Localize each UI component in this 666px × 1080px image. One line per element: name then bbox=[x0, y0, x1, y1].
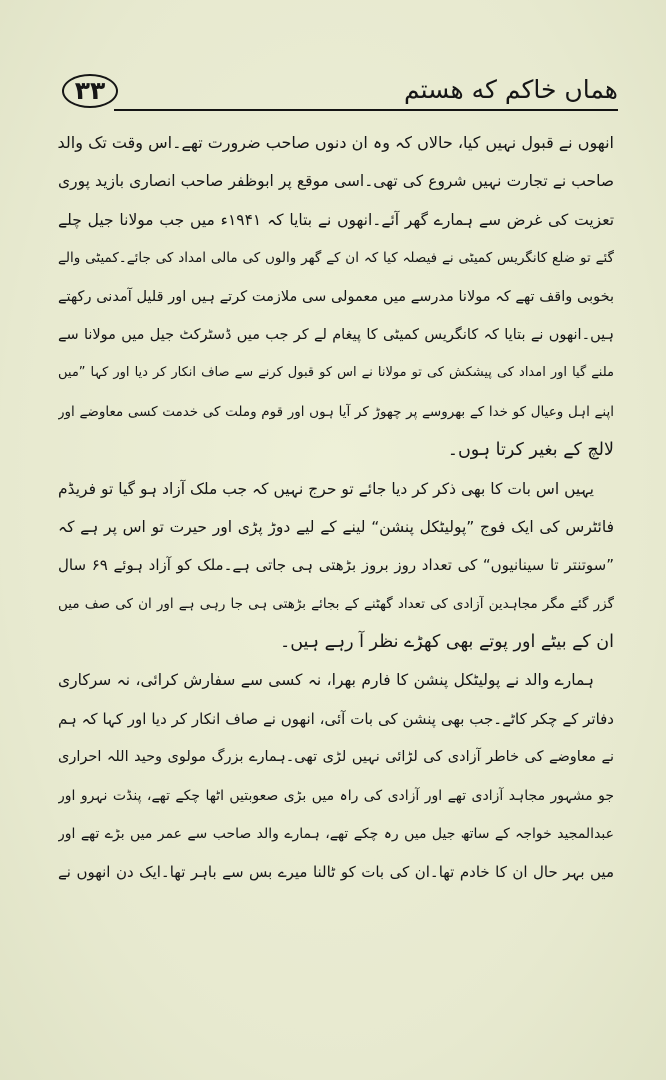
text-line: یہیں اس بات کا بھی ذکر کر دیا جائے تو حرج نہیں کہ جب ملک آزاد ہو گیا تو فریڈم bbox=[58, 479, 594, 498]
header-rule bbox=[114, 109, 618, 111]
text-line: عبدالمجید خواجہ کے ساتھ جیل میں رہ چکے تھے، ہمارے والد صاحب سے عمر میں بڑے تھے اور bbox=[58, 826, 614, 843]
text-line: فائٹرس کی ایک فوج ”پولیٹکل پنشن“ لینے کے لیے دوڑ پڑی اور حیرت تو اس پر ہے کہ bbox=[58, 517, 614, 536]
text-line: دفاتر کے چکر کاٹے۔جب بھی پنشن کی بات آئی، انھوں نے صاف انکار کر دیا اور کہا کہ ہم bbox=[58, 709, 614, 728]
text-line: نے معاوضے کی خاطر آزادی کی لڑائی نہیں لڑی تھی۔ہمارے بزرگ مولوی وحید اللہ احراری bbox=[58, 749, 614, 766]
text-line: گزر گئے مگر مجاہدین آزادی کی تعداد گھٹنے کے بجائے بڑھتی ہی جا رہی ہے اور ان کی صف میں bbox=[58, 595, 614, 612]
text-line: تعزیت کی غرض سے ہمارے گھر آئے۔انھوں نے بتایا کہ ۱۹۴۱ء میں جب مولانا جیل چلے bbox=[58, 210, 614, 229]
text-line: لالچ کے بغیر کرتا ہوں۔ bbox=[447, 440, 614, 461]
text-line: ملنے گیا اور امداد کی پیشکش کی تو مولانا نے اس کو قبول کرنے سے صاف انکار کر دیا اور کہا ”میں bbox=[58, 365, 614, 381]
text-line: ہیں۔انھوں نے بتایا کہ کانگریس کمیٹی کا پیغام لے کر جب میں ڈسٹرکٹ جیل میں مولانا سے bbox=[58, 326, 614, 343]
page-number: ۳۳ bbox=[62, 74, 118, 108]
text-line: صاحب نے تجارت نہیں شروع کی تھی۔اسی موقع پر ابوظفر صاحب انصاری بازید پوری bbox=[58, 172, 614, 191]
page-header bbox=[62, 72, 618, 116]
text-line: جو مشہور مجاہد آزادی تھے اور آزادی کی راہ میں بڑی صعوبتیں اٹھا چکے تھے، پنڈت نہرو اور bbox=[58, 787, 614, 804]
text-line: انھوں نے قبول نہیں کیا، حالاں کہ وہ ان دنوں صاحب ضرورت تھے۔اس وقت تک والد bbox=[58, 133, 614, 152]
text-line: ان کے بیٹے اور پوتے بھی کھڑے نظر آ رہے ہیں۔ bbox=[279, 632, 614, 653]
running-title: هماں خاکم که هستم bbox=[403, 75, 618, 104]
text-line: اپنے اہل وعیال کو خدا کے بھروسے پر چھوڑ کر آیا ہوں اور قوم وملت کی خدمت کسی معاوضے اور bbox=[58, 403, 614, 420]
text-line: ہمارے والد نے پولیٹکل پنشن کا فارم بھرا، نہ کسی سے سفارش کرائی، نہ سرکاری bbox=[58, 671, 594, 690]
text-line: ”سوتنتر تا سینانیوں“ کی تعداد روز بروز بڑھتی ہی جاتی ہے۔ملک کو آزاد ہوئے ۶۹ سال bbox=[58, 556, 614, 575]
body-text bbox=[58, 124, 614, 892]
text-line: گئے تو ضلع کانگریس کمیٹی نے فیصلہ کیا کہ ان کے گھر والوں کی مالی امداد کی جائے۔کمیٹی والے bbox=[58, 250, 614, 267]
text-line: بخوبی واقف تھے کہ مولانا مدرسے میں معمولی سی ملازمت کرتے ہیں اور قلیل آمدنی رکھتے bbox=[58, 288, 614, 305]
text-line: میں بہر حال ان کا خادم تھا۔ان کی بات کو ٹالنا میرے بس سے باہر تھا۔ایک دن انھوں نے bbox=[58, 863, 614, 882]
